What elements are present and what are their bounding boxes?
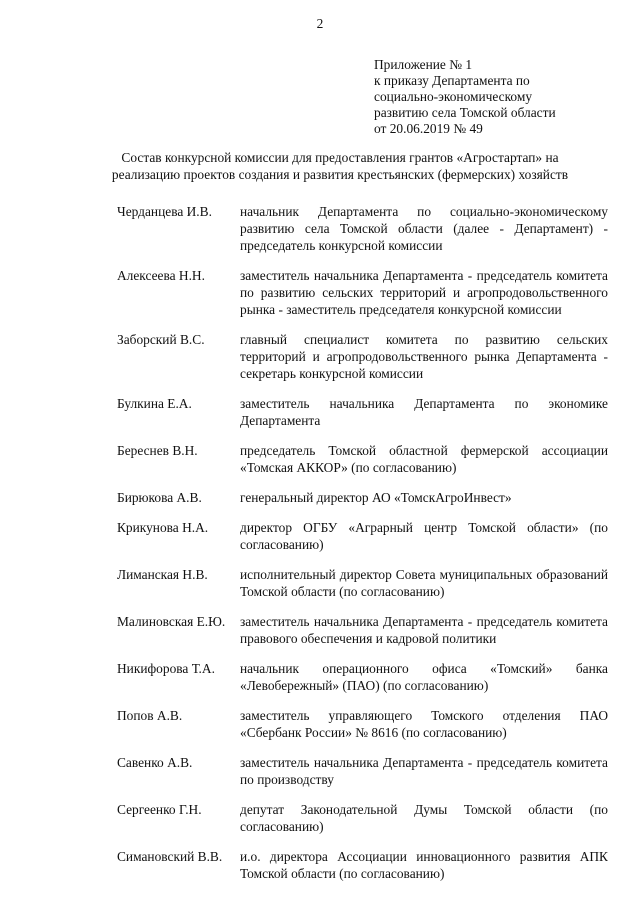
member-name: Бирюкова А.В. bbox=[117, 490, 202, 505]
appendix-line: к приказу Департамента по bbox=[374, 73, 530, 88]
member-name: Заборский В.С. bbox=[117, 332, 205, 347]
member-role: директор ОГБУ «Аграрный центр Томской области» (по согласованию) bbox=[240, 520, 608, 552]
member-role: председатель Томской областной фермерской ассоциации «Томская АККОР» (по согласованию) bbox=[240, 443, 608, 475]
member-row bbox=[0, 331, 640, 382]
member-role: исполнительный директор Совета муниципальных образований Томской области (по согласованию) bbox=[240, 567, 608, 599]
member-role: заместитель начальника Департамента - председатель комитета по производству bbox=[240, 755, 608, 787]
member-role: депутат Законодательной Думы Томской области (по согласованию) bbox=[240, 802, 608, 834]
member-name: Береснев В.Н. bbox=[117, 443, 198, 458]
member-name: Никифорова Т.А. bbox=[117, 661, 215, 676]
member-role: начальник операционного офиса «Томский» банка «Левобережный» (ПАО) (по согласованию) bbox=[240, 661, 608, 693]
member-role: заместитель начальника Департамента по экономике Департамента bbox=[240, 396, 608, 428]
appendix-line: социально-экономическому bbox=[374, 89, 533, 104]
member-name: Крикунова Н.А. bbox=[117, 520, 209, 535]
member-row bbox=[0, 442, 640, 476]
member-name: Лиманская Н.В. bbox=[117, 567, 208, 582]
member-role: заместитель начальника Департамента - председатель комитета по развитию сельских территорий и агропродовольственного рынка - заместитель председателя конкурсной комиссии bbox=[240, 268, 608, 317]
member-name: Попов А.В. bbox=[117, 708, 183, 723]
appendix-line: от 20.06.2019 № 49 bbox=[374, 121, 483, 136]
member-name: Савенко А.В. bbox=[117, 755, 193, 770]
member-role: заместитель начальника Департамента - председатель комитета правового обеспечения и кадровой политики bbox=[240, 614, 608, 646]
appendix-line: Приложение № 1 bbox=[374, 57, 473, 72]
member-role: заместитель управляющего Томского отделения ПАО «Сбербанк России» № 8616 (по согласованию) bbox=[240, 708, 608, 740]
appendix-line: развитию села Томской области bbox=[374, 105, 556, 120]
member-name: Булкина Е.А. bbox=[117, 396, 192, 411]
member-row bbox=[0, 801, 640, 835]
member-row bbox=[0, 395, 640, 429]
member-role: главный специалист комитета по развитию сельских территорий и агропродовольственного рынка Департамента - секретарь конкурсной комиссии bbox=[240, 332, 608, 381]
member-name: Симановский В.В. bbox=[117, 849, 223, 864]
member-row bbox=[0, 489, 640, 506]
member-row bbox=[0, 267, 640, 318]
document-title: Состав конкурсной комиссии для предоставления грантов «Агростартап» на реализацию проектов создания и развития крестьянских (фермерских) хозяйств bbox=[111, 150, 569, 182]
member-row bbox=[0, 519, 640, 553]
member-row bbox=[0, 660, 640, 694]
member-name: Сергеенко Г.Н. bbox=[117, 802, 202, 817]
page-number: 2 bbox=[316, 16, 324, 31]
member-row bbox=[0, 566, 640, 600]
member-role: начальник Департамента по социально-экономическому развитию села Томской области (далее - Департамент) - председатель конкурсной комиссии bbox=[240, 204, 608, 253]
member-row bbox=[0, 754, 640, 788]
appendix-header bbox=[374, 57, 556, 137]
member-name: Черданцева И.В. bbox=[117, 204, 212, 219]
member-row bbox=[0, 848, 640, 882]
member-name: Малиновская Е.Ю. bbox=[117, 614, 226, 629]
member-role: генеральный директор АО «ТомскАгроИнвест» bbox=[240, 490, 512, 505]
member-row bbox=[0, 203, 640, 254]
member-name: Алексеева Н.Н. bbox=[117, 268, 205, 283]
member-row bbox=[0, 707, 640, 741]
member-row bbox=[0, 613, 640, 647]
commission-members-list bbox=[0, 203, 640, 895]
member-role: и.о. директора Ассоциации инновационного развития АПК Томской области (по согласованию) bbox=[240, 849, 608, 881]
